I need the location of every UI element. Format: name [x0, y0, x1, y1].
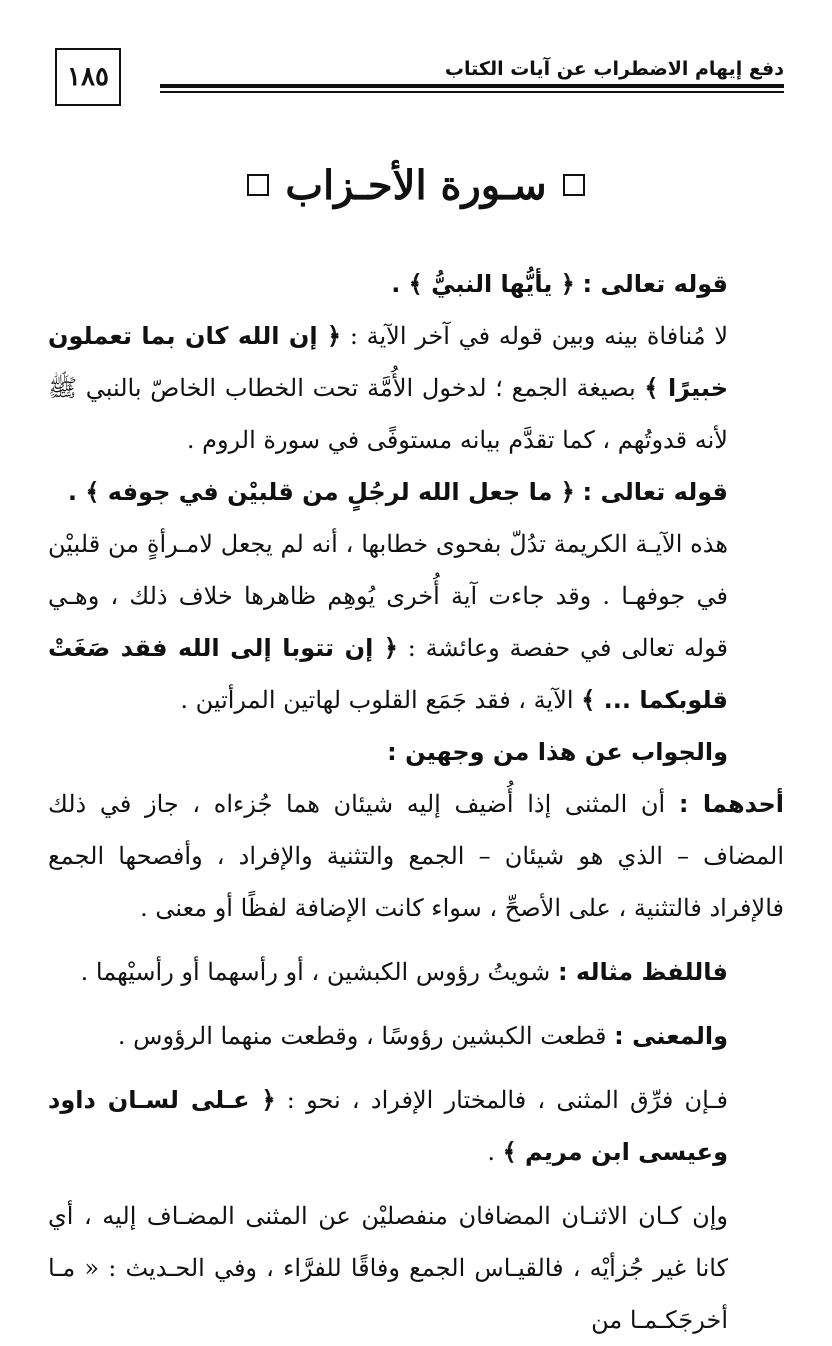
- paragraph-text: شويتُ رؤوس الكبشين ، أو رأسهما أو رأسيْهما .: [80, 958, 551, 986]
- paragraph-9: [48, 1074, 784, 1178]
- paragraph-text: أن المثنى إذا أُضيف إليه شيئان هما جُزءاه ، جاز في ذلك المضاف – الذي هو شيئان – الجمع والتثنية والإفراد ، وأفصحها الجمع فالإفراد فالتثنية ، على الأصحِّ ، سواء كانت الإضافة لفظًا أو معنى .: [48, 790, 784, 922]
- paragraph-8: [48, 1010, 784, 1062]
- paragraph-text: فـإن فرِّق المثنى ، فالمختار الإفراد ، نحو :: [286, 1086, 728, 1114]
- example-label: فاللفظ مثاله :: [557, 958, 728, 986]
- paragraph-text: بصيغة الجمع ؛ لدخول الأُمَّة تحت الخطاب الخاصّ بالنبي ﷺ لأنه قدوتُهم ، كما تقدَّم بيانه مستوفًى في سورة الروم .: [48, 374, 728, 454]
- paragraph-text: هذه الآيـة الكريمة تدُلّ بفحوى خطابها ، أنه لم يجعل لامـرأةٍ من قلبيْن في جوفهـا . وقد جاءت آية أُخرى يُوهِم ظاهرها خلاف ذلك ، وهـي قوله تعالى في حفصة وعائشة :: [48, 530, 728, 662]
- example-label: والمعنى :: [614, 1022, 728, 1050]
- spacer: [48, 998, 784, 1010]
- paragraph-text: قطعت الكبشين رؤوسًا ، وقطعت منهما الرؤوس .: [117, 1022, 607, 1050]
- spacer: [48, 1062, 784, 1074]
- paragraph-4: [48, 518, 784, 726]
- spacer: [48, 934, 784, 946]
- quran-verse: ﴿ عـلى لسـان داود وعيسى ابن مريم ﴾: [48, 1086, 728, 1166]
- verse-label: قوله تعالى :: [582, 270, 728, 298]
- paragraph-text: لا مُنافاة بينه وبين قوله في آخر الآية :: [349, 322, 729, 350]
- spacer: [48, 1178, 784, 1190]
- header-rule-thick: [160, 84, 784, 88]
- quran-verse: ﴿ إن الله كان بما تعملون خبيرًا ﴾: [48, 322, 729, 402]
- surah-title: [0, 162, 832, 209]
- square-ornament-icon: [247, 174, 269, 196]
- surah-title-text: سـورة الأحـزاب: [285, 162, 547, 209]
- page-number: ١٨٥: [55, 48, 121, 106]
- verse-label: قوله تعالى :: [582, 478, 728, 506]
- running-title: دفع إيهام الاضطراب عن آيات الكتاب: [444, 58, 784, 80]
- paragraph-1: [48, 258, 784, 310]
- paragraph-6: [48, 778, 784, 934]
- paragraph-text: الآية ، فقد جَمَع القلوب لهاتين المرأتين .: [180, 686, 574, 714]
- point-label: أحدهما :: [678, 790, 784, 818]
- paragraph-text: وإن كـان الاثنـان المضافان منفصليْن عن المثنى المضـاف إليه ، أي كانا غير جُزأيْه ، فالقيـاس الجمع وفاقًا للفرَّاء ، وفي الحـديث : « مـا أخرجَكـمـا من: [48, 1202, 728, 1334]
- square-ornament-icon: [563, 174, 585, 196]
- answer-heading: والجواب عن هذا من وجهين :: [387, 738, 728, 766]
- paragraph-2: [48, 310, 784, 466]
- paragraph-7: [48, 946, 784, 998]
- quran-verse: ﴿ إن تتوبا إلى الله فقد صَغَتْ قلوبكما ... ﴾: [48, 634, 728, 714]
- paragraph-3: [48, 466, 784, 518]
- body-text: [48, 258, 784, 1346]
- quran-verse: ﴿ يأيُّها النبيُّ ﴾ .: [391, 270, 575, 298]
- paragraph-text: .: [487, 1138, 495, 1166]
- quran-verse: ﴿ ما جعل الله لرجُلٍ من قلبيْن في جوفه ﴾ .: [67, 478, 575, 506]
- header-rule-thin: [160, 91, 784, 93]
- paragraph-10: [48, 1190, 784, 1346]
